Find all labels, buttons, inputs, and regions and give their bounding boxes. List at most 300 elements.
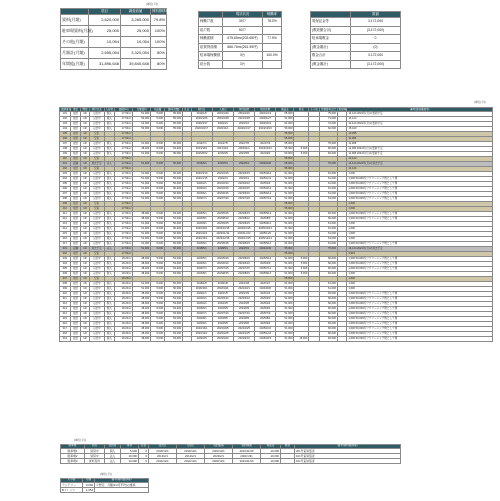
unit-cell: 個人 [104,232,115,237]
summary-row [61,15,167,26]
unit-cell: 17.53m² [115,117,133,122]
parking-cell: 2019/12/1 [149,449,177,454]
unit-cell: 2023/8/1 [191,272,212,277]
unit-cell: 51,000 [276,257,294,262]
unit-cell: 2020/4/1 [233,122,254,127]
unit-cell: 1R [81,177,89,182]
occupancy-row [199,52,282,61]
unit-cell: 17.53m² [115,132,133,137]
unit-cell: 304 [60,262,71,267]
unit-cell: 5,000 [151,317,165,322]
unit-cell: 61,000 [319,197,337,202]
unit-cell: 18.20m² [115,312,133,317]
unit-cell: 2023/2/10 [233,182,254,187]
unit-cell: 55,000 [276,202,294,207]
unit-cell: 空室 [89,277,104,282]
unit-cell: 60,000 [319,302,337,307]
unit-cell: 1,600 [347,237,493,242]
unit-cell: 退去予定 [89,247,104,252]
parking-cell: 5,000 [121,449,139,454]
unit-cell: 空室 [89,202,104,207]
other-cell: 9,000 [83,483,95,488]
unit-cell: 5,000 [294,152,309,157]
summary-row [61,59,167,70]
unit-cell: 2023/7/20 [212,197,233,202]
unit-cell: 2023/12/15 [212,237,233,242]
summary-row [61,37,167,48]
unit-cell: 1,600 50,000円ワクリーニング費として預 [347,212,493,217]
unit-cell: 5,000 [151,242,165,247]
unit-cell: 住居 [70,187,81,192]
unit-cell: 48,000 [133,212,151,217]
unit-cell: 55,000 [276,252,294,257]
summary-value: 79.8% [151,15,167,26]
unit-cell: 53,000 [165,267,183,272]
unit-cell: 102 [60,117,71,122]
unit-cell: 11,095 [347,142,493,147]
unit-cell: 5,000 [151,292,165,297]
unit-cell: 2018/5/1 [212,247,233,252]
unit-cell: 17.53m² [115,112,133,117]
unit-cell: 住居 [70,292,81,297]
deposit-row [311,18,401,27]
unit-cell: 1R [81,322,89,327]
unit-cell: 17.53m² [115,127,133,132]
unit-cell: 5,000 [151,197,165,202]
unit-cell: 302 [60,252,71,257]
occupancy-value: 866.76m²(261.95坪) [223,43,263,52]
unit-cell: 入居中 [89,257,104,262]
header-status: 現状状況 [223,12,263,18]
unit-cell: 5,000 [151,297,165,302]
unit-cell: 51,000 [276,197,294,202]
unit-cell: 305 [60,267,71,272]
unit-cell: 住居 [70,197,81,202]
unit-cell: 53,000 [165,302,183,307]
unit-cell: 17.53m² [115,152,133,157]
unit-cell: 56,000 [165,122,183,127]
unit-cell: 106 [60,137,71,142]
unit-cell: 60,000 [319,332,337,337]
unit-cell: 61,000 [319,222,337,227]
unit-cell: 18.20m² [115,267,133,272]
unit-cell: 48,000 [133,267,151,272]
deposit-value: (3,172,000) [351,26,401,35]
unit-cell: 61,000 [276,172,294,177]
unit-cell: 5,000 [151,192,165,197]
unit-cell: 店舗 [70,162,81,167]
unit-cell: 退去予定 [89,162,104,167]
unit-cell: 108 [60,147,71,152]
unit-cell: 2023/12/5 [233,332,254,337]
unit-cell: 2019/1/20 [233,112,254,117]
unit-cell: 入居中 [89,217,104,222]
unit-cell: 1R [81,147,89,152]
occupancy-value: 77.9% [263,35,282,44]
unit-cell: 2023/4/1 [191,187,212,192]
unit-cell: 2019/1/8 [191,112,212,117]
unit-cell: 201 [60,162,71,167]
unit-cell: 60,000 [319,292,337,297]
unit-cell: 51,000 [276,122,294,127]
parking-cell: 賃貸中 [85,449,105,454]
unit-cell: 個人 [104,212,115,217]
unit-cell: 56,000 [165,142,183,147]
unit-cell: 5,000 [151,322,165,327]
unit-cell: 3,915 [347,252,493,257]
unit-cell: 1,600 50,000円ワクリーニング費として預 [347,312,493,317]
unit-cell: 入居中 [89,212,104,217]
unit-cell: 51,000 [133,287,151,292]
unit-cell: 個人 [104,257,115,262]
unit-cell: 1R [81,302,89,307]
unit-cell: 17.53m² [115,162,133,167]
unit-cell: 1R [81,117,89,122]
unit-cell: 2023/10/5 [233,327,254,332]
unit-cell: 60,000 [319,307,337,312]
occupancy-value [263,60,282,69]
unit-cell: 2016/5/1 [191,162,212,167]
unit-cell: 110 [60,157,71,162]
parking-cell: 10,000 [121,459,139,464]
unit-cell: 17.53m² [115,187,133,192]
unit-cell: 住居 [70,182,81,187]
unit-cell: 103 [60,122,71,127]
deposit-value: 3,172,000 [351,18,401,27]
occupancy-value: 78.0% [263,18,282,27]
unit-cell: 入居中 [89,117,104,122]
unit-cell: 211 [60,212,71,217]
unit-cell: 1R [81,237,89,242]
unit-cell: 216 [60,237,71,242]
unit-cell: 56,000 [165,237,183,242]
unit-cell: 入居中 [89,267,104,272]
unit-cell: 53,000 [165,272,183,277]
unit-cell: 48,000 [133,272,151,277]
unit-cell: 2016/5/1 [212,162,233,167]
unit-cell: 309 [60,287,71,292]
unit-cell: 1R [81,152,89,157]
unit-cell: 18.20m² [115,272,133,277]
unit-cell: 個人 [104,217,115,222]
unit-cell: 2023/1/5 [233,292,254,297]
summary-row [61,26,167,37]
unit-cell: 2020/4/1 [212,122,233,127]
unit-cell: 入居中 [89,127,104,132]
unit-cell: 2024/4/30 [255,162,276,167]
unit-cell: 2023/5/15 [212,257,233,262]
unit-cell: 空室 [89,207,104,212]
unit-cell: 202 [60,167,71,172]
unit-cell: 1R [81,122,89,127]
unit-cell: 個人 [104,322,115,327]
unit-cell: 2023/6/10 [233,262,254,267]
unit-cell: 15,440 [347,127,493,132]
unit-cell: 5,000 [151,177,165,182]
summary-value: 100% [151,37,167,48]
other-unit: (単位:円) [100,472,112,476]
unit-cell: 1R [81,207,89,212]
unit-cell: 1R [81,287,89,292]
occupancy-row [199,35,282,44]
unit-cell: 2024/7/4 [255,142,276,147]
unit-cell: 1,600 50,000円ワクリーニング費として預 [347,332,493,337]
unit-cell: 2023/4/10 [191,172,212,177]
unit-cell: 2023/6/10 [212,262,233,267]
unit-cell: 56,000 [165,232,183,237]
unit-cell: 314 [60,312,71,317]
unit-cell: 1R [81,187,89,192]
unit-cell: 個人 [104,292,115,297]
unit-cell: 55,000 [276,142,294,147]
unit-cell: 5,000 [151,312,165,317]
header-rate: 稼働率 [263,12,282,18]
unit-cell: 2025/8/4 [255,317,276,322]
column-header: 敷金 [294,108,309,112]
deposit-value: (0) [351,43,401,52]
unit-cell: 入居中 [89,222,104,227]
unit-cell: 17.53m² [115,122,133,127]
column-header: 月額賃料 [133,108,151,112]
unit-cell: 48,000 [133,262,151,267]
parking-cell [281,459,295,464]
unit-cell: 住居 [70,257,81,262]
unit-cell: 入居中 [89,322,104,327]
unit-cell: 303 [60,257,71,262]
occupancy-summary-table [198,11,282,69]
unit-row [60,337,493,342]
unit-cell: 48,000 [133,332,151,337]
unit-cell: 2023/4/5 [233,302,254,307]
unit-cell: 住居 [70,297,81,302]
occupancy-label: 駐車場稼働数 [199,52,223,61]
unit-cell: 18.20m² [115,322,133,327]
unit-cell: 1R [81,252,89,257]
unit-cell: 入居中 [89,172,104,177]
unit-cell: 56,000 [165,227,183,232]
unit-cell: 住居 [70,222,81,227]
unit-cell: 205 [60,182,71,187]
other-cell: Bフレッツ [61,488,83,493]
occupancy-value [263,43,282,52]
unit-cell: 2024/1/8 [233,282,254,287]
unit-cell: 2025/2/9 [255,182,276,187]
unit-cell: 5,000 [151,267,165,272]
unit-cell: 217 [60,242,71,247]
unit-cell: 17.53m² [115,202,133,207]
unit-cell: 入居中 [89,287,104,292]
unit-cell: 1R [81,132,89,137]
unit-cell: 空室 [89,137,104,142]
unit-cell: 301 [60,247,71,252]
unit-cell: 入居中 [89,147,104,152]
unit-cell: 2020/11/1 [212,127,233,132]
unit-cell: 個人 [104,237,115,242]
unit-cell: 入居中 [89,297,104,302]
unit-cell: 5,000 [294,272,309,277]
unit-cell: 51,000 [276,282,294,287]
parking-header: 契約日 [149,445,177,449]
unit-cell: 1R [81,307,89,312]
unit-cell: 2023/4/15 [233,187,254,192]
column-header: 保証金 [276,108,294,112]
unit-cell: 76,000 [319,142,337,147]
unit-cell: 1R [81,167,89,172]
occupancy-value: 50戸 [223,26,263,35]
unit-cell: 15,000 [294,337,309,342]
unit-cell: 2025/3/9 [255,297,276,302]
unit-cell: 住居 [70,142,81,147]
unit-cell: 1R [81,172,89,177]
unit-cell: 住居 [70,177,81,182]
unit-cell: 2023/1/15 [191,177,212,182]
unit-cell: 60,000 [319,212,337,217]
unit-cell: 53,000 [165,317,183,322]
column-header: 入居者 [105,108,114,111]
unit-cell: 51,000 [133,222,151,227]
unit-cell: 61,000 [319,182,337,187]
unit-cell: 51,000 [276,337,294,342]
unit-cell: 1R [81,127,89,132]
unit-cell: 住居 [70,227,81,232]
column-header: 備考(賃料推移等) [347,108,493,112]
unit-cell: 2023/5/15 [233,257,254,262]
unit-cell: 2014/7/1 [191,142,212,147]
unit-cell: 17.53m² [115,227,133,232]
parking-header: 備考(賃料推移等) [295,445,401,449]
unit-cell: 60,000 [319,297,337,302]
unit-cell: 17.53m² [115,252,133,257]
header-col3: 賃料推移率 [152,8,169,13]
unit-cell: 個人 [104,302,115,307]
unit-cell: 5,000 [151,117,165,122]
unit-cell: 17.53m² [115,177,133,182]
parking-cell: 2024/11/30 [233,459,261,464]
unit-cell: 71,000 [319,117,337,122]
unit-cell: 1R [81,192,89,197]
parking-cell: 法人 [105,454,121,459]
unit-cell: 1R [81,232,89,237]
unit-cell: 入居中 [89,242,104,247]
unit-cell: 2023/2/1 [233,177,254,182]
unit-cell: 住居 [70,152,81,157]
unit-cell: 2022/9/5 [233,152,254,157]
unit-cell: 1R [81,312,89,317]
unit-cell: 2018/10/1 [212,287,233,292]
parking-cell: 10,000 [121,454,139,459]
unit-cell: 1R [81,137,89,142]
unit-cell: 105 [60,132,71,137]
unit-cell: 56,000 [165,152,183,157]
unit-cell: 2023/4/15 [233,172,254,177]
unit-cell: 61,000 [319,187,337,192]
unit-cell: 1,600 50,000円ワクリーニング費として預 [347,297,493,302]
summary-label: 年間総(月額) [61,59,89,70]
unit-cell: 1R [81,277,89,282]
column-header: 契約状況 [89,108,104,112]
unit-cell: 56,000 [165,172,183,177]
deposit-row [311,52,401,61]
unit-cell: 住居 [70,307,81,312]
deposit-label: 駐車場敷金 [311,35,351,44]
unit-cell: 48,000 [133,307,151,312]
occupancy-value: 675.65m²(203.65坪) [223,35,263,44]
unit-cell: 2023/10/5 [212,327,233,332]
unit-cell: 1,600 [347,227,493,232]
unit-cell: 307 [60,277,71,282]
deposit-row [311,60,401,69]
deposit-label: (敷総額合計) [311,26,351,35]
unit-cell: 2018/1/8 [212,282,233,287]
unit-cell: 2025/1/31 [255,177,276,182]
unit-cell: 入居中 [89,282,104,287]
unit-cell: 2025/1/4 [255,292,276,297]
unit-cell: 51,000 [276,177,294,182]
unit-cell: 56,000 [165,177,183,182]
unit-cell: 入居中 [89,337,104,342]
unit-cell: 住居 [70,112,81,117]
unit-cell: 1R [81,247,89,252]
unit-cell: 51,000 [276,262,294,267]
unit-cell: 5,000 [151,227,165,232]
unit-cell: 11,095 2024年(月)の更新予定 [347,152,493,157]
unit-cell: 5,000 [294,147,309,152]
parking-header: 駐車場 [61,445,85,449]
unit-cell: 1R [81,202,89,207]
summary-value: 3,320,054 [121,48,151,59]
unit-cell: 1,600 [347,282,493,287]
unit-cell: 5,000 [151,127,165,132]
summary1-unit: (単位:円) [146,2,158,6]
unit-cell: 2025/6/14 [255,192,276,197]
unit-cell: 2023/9/5 [212,322,233,327]
unit-cell: 1,600 50,000円ワクリーニング費として預 [347,327,493,332]
unit-cell: 1,600 [347,272,493,277]
parking-header: 礼金 [139,445,149,449]
unit-cell: 2025/8/14 [255,272,276,277]
unit-cell: 72,000 [319,122,337,127]
unit-cell: 55,000 [276,112,294,117]
unit-cell: 入居中 [89,232,104,237]
parking-cell: 賃料有料 [85,459,105,464]
unit-cell: 5,000 [151,152,165,157]
unit-cell: 14,124 2024年(月)の退去予定 [347,162,493,167]
unit-cell: 2025/7/9 [255,312,276,317]
occupancy-label: 総賃貸面積 [199,43,223,52]
summary-value: 10,054 [121,37,151,48]
unit-cell: 2026/1/7 [255,282,276,287]
unit-cell: 2023/3/5 [191,337,212,342]
unit-cell: 2023/12/1 [191,237,212,242]
unit-cell: 17.53m² [115,192,133,197]
unit-cell: 住居 [70,327,81,332]
unit-cell: 62,000 [319,127,337,132]
unit-cell: 319 [60,337,71,342]
unit-cell: 312 [60,302,71,307]
unit-cell: 1,600 50,000円ワクリーニング費として預 [347,192,493,197]
unit-cell: 51,000 [133,172,151,177]
unit-cell: 14,124 2024年(月)の退去予定 [347,247,493,252]
unit-cell: 2014/10/1 [191,147,212,152]
unit-cell: 2025/7/19 [255,197,276,202]
parking-cell: 2014/12/1 [177,459,205,464]
unit-cell: 204 [60,177,71,182]
unit-cell: 2023/5/15 [233,242,254,247]
unit-cell: 2014/11/1 [212,147,233,152]
unit-cell: 2023/10/15 [233,227,254,232]
unit-cell: 法人 [104,247,115,252]
unit-cell: 住居 [70,252,81,257]
